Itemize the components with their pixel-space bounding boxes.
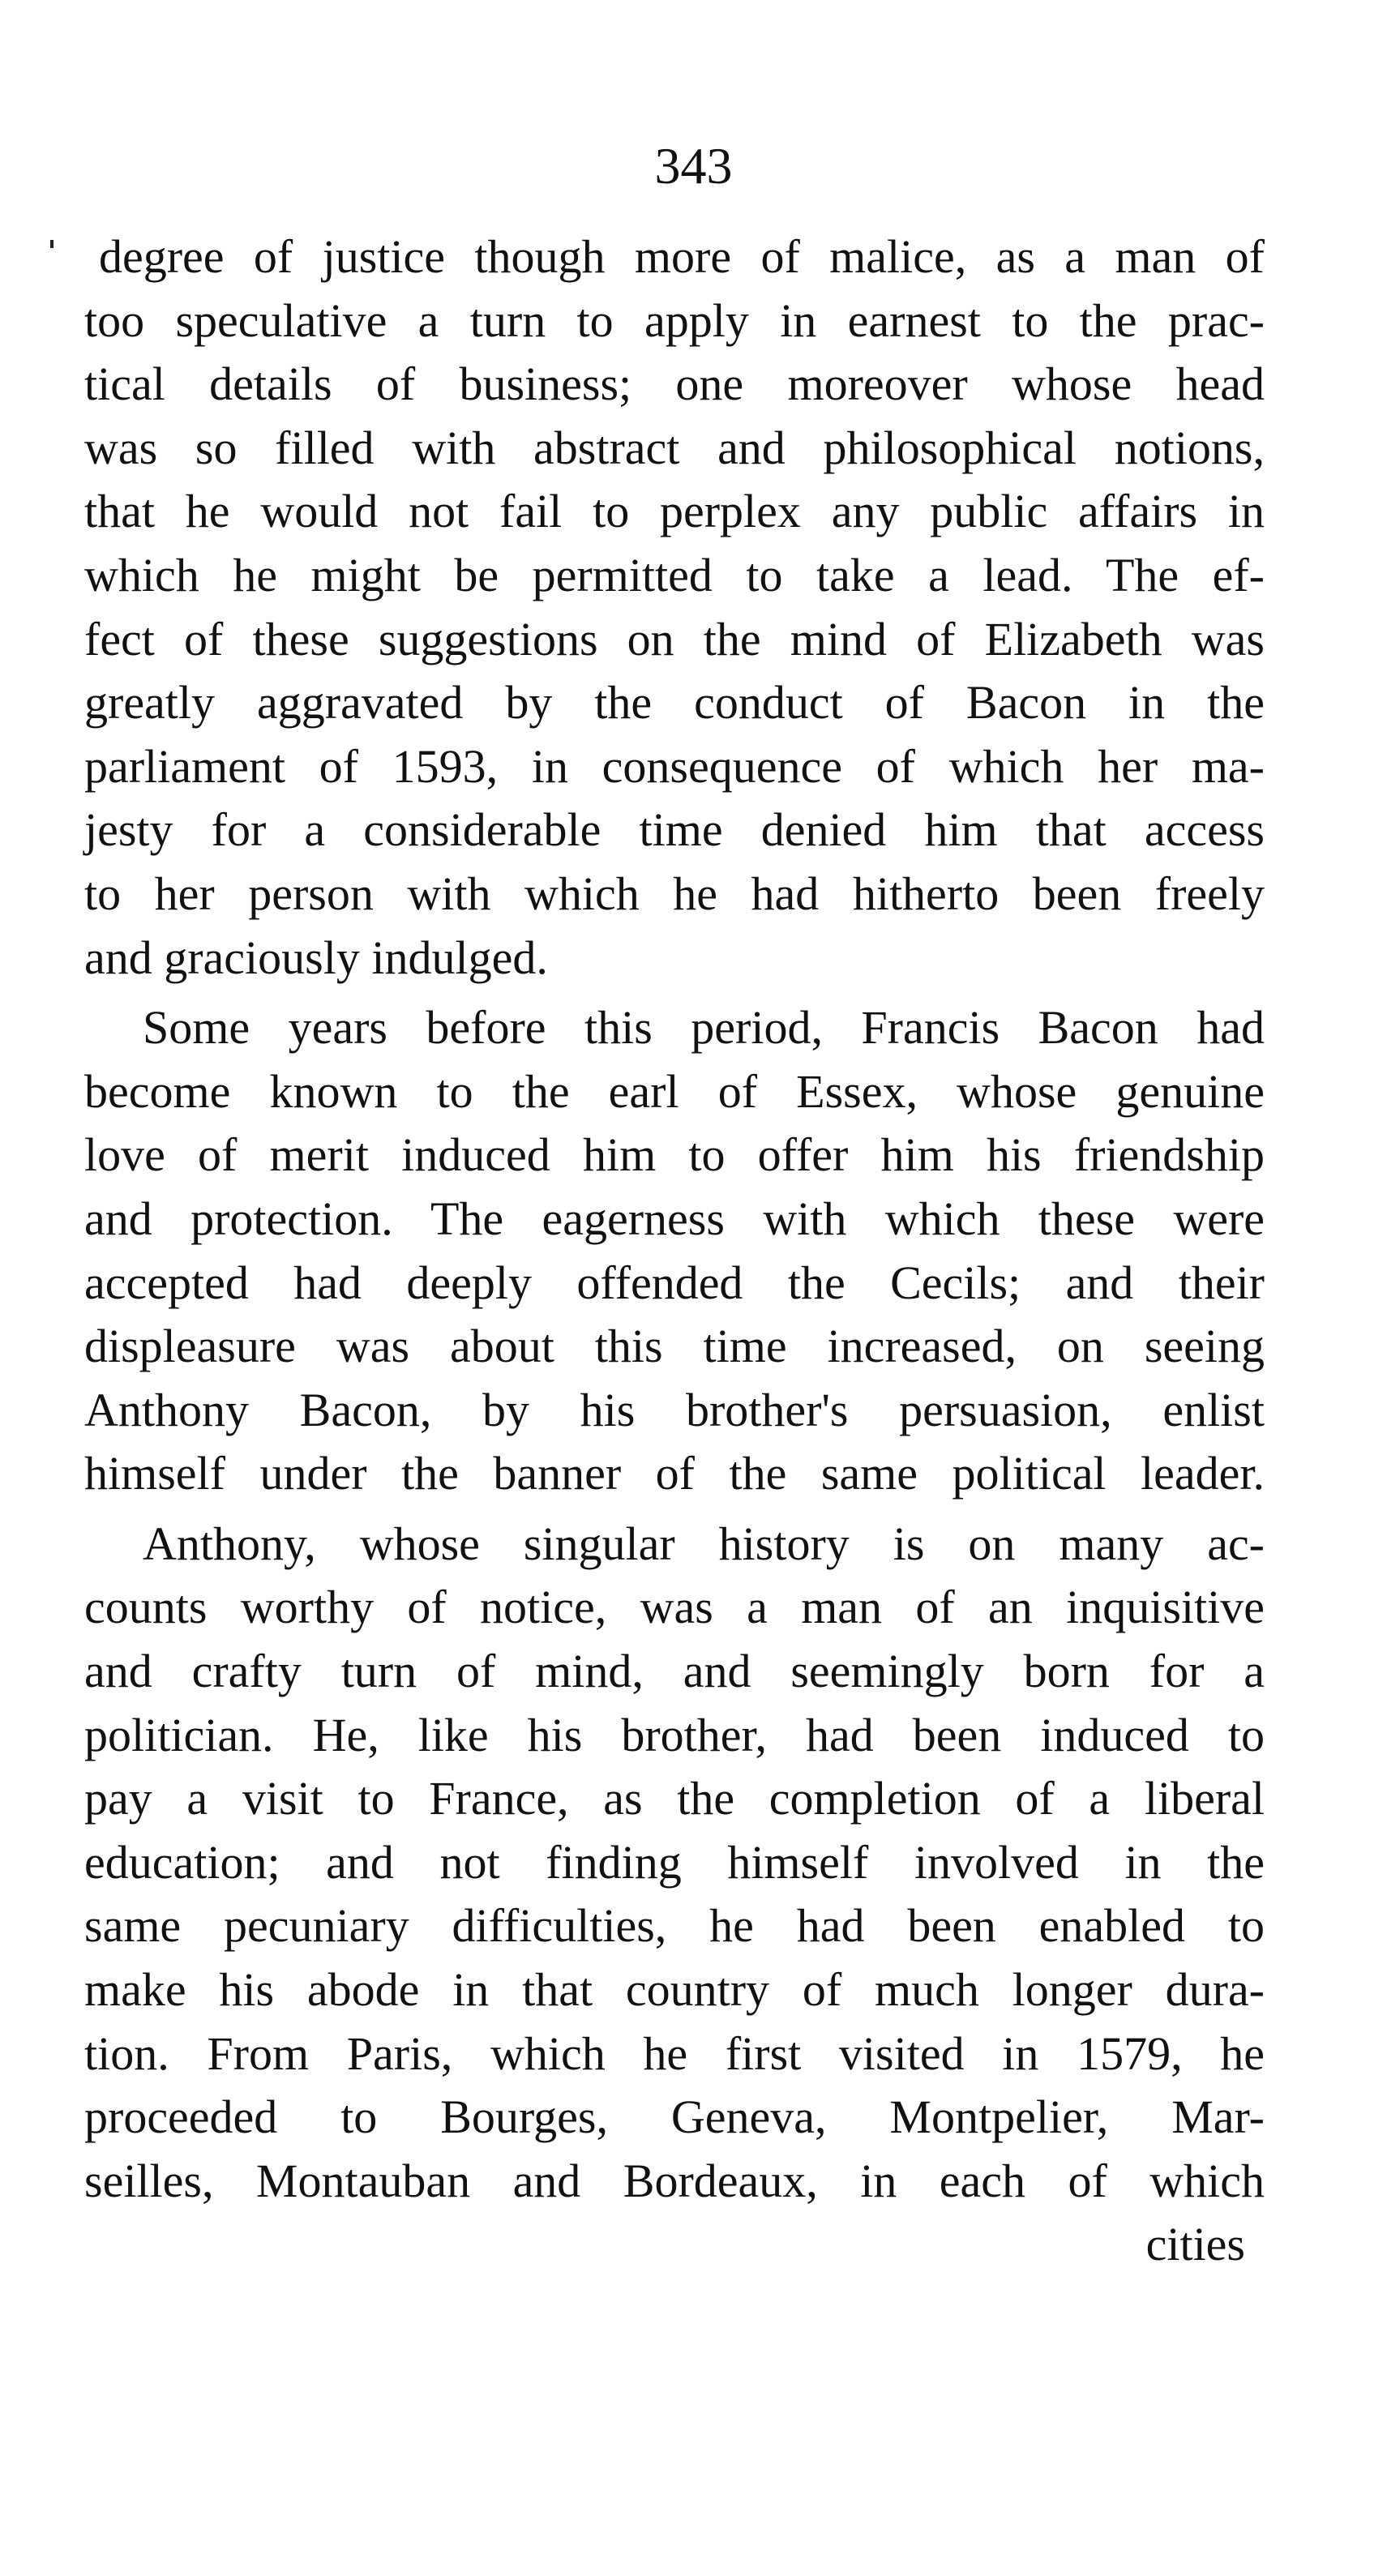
text-line: seilles, Montauban and Bordeaux, in each of which xyxy=(84,2154,1265,2207)
text-line: which he might be permitted to take a lead. The ef- xyxy=(84,548,1265,601)
catchword: cities xyxy=(1145,2218,1245,2271)
text-line: was so filled with abstract and philosophical notions, xyxy=(84,421,1265,474)
text-line: Anthony, whose singular history is on many ac- xyxy=(143,1517,1265,1570)
text-line: to her person with which he had hitherto been freely xyxy=(84,867,1265,920)
text-line: politician. He, like his brother, had been induced to xyxy=(84,1708,1265,1761)
text-line: pay a visit to France, as the completion of a liberal xyxy=(84,1772,1265,1825)
text-line: proceeded to Bourges, Geneva, Montpelier, Mar- xyxy=(84,2090,1265,2144)
text-line: same pecuniary difficulties, he had been enabled to xyxy=(84,1899,1265,1953)
text-line: counts worthy of notice, was a man of an inquisitive xyxy=(84,1581,1265,1634)
paragraph xyxy=(84,225,1265,990)
text-line: himself under the banner of the same political leader. xyxy=(84,1447,1265,1500)
text-line: that he would not fail to perplex any public affairs in xyxy=(84,485,1265,538)
text-line: displeasure was about this time increased, on seeing xyxy=(84,1320,1265,1373)
text-line: Some years before this period, Francis Bacon had xyxy=(143,1001,1265,1055)
text-line: education; and not finding himself involved in the xyxy=(84,1835,1265,1889)
text-line: degree of justice though more of malice, as a man of xyxy=(99,230,1265,283)
text-line: parliament of 1593, in consequence of which her ma- xyxy=(84,739,1265,793)
text-line: tion. From Paris, which he first visited in 1579, he xyxy=(84,2026,1265,2080)
text-line: Anthony Bacon, by his brother's persuasion, enlist xyxy=(84,1383,1265,1436)
text-line: jesty for a considerable time denied him that access xyxy=(84,803,1265,857)
text-line: love of merit induced him to offer him his friendship xyxy=(84,1128,1265,1182)
text-line: too speculative a turn to apply in earnest to the prac- xyxy=(84,293,1265,347)
text-line: tical details of business; one moreover whose head xyxy=(84,357,1265,411)
body-text xyxy=(84,225,1265,2277)
page-number: 343 xyxy=(654,137,733,195)
text-line: accepted had deeply offended the Cecils; and their xyxy=(84,1256,1265,1309)
paragraph xyxy=(84,1513,1265,2214)
text-line: greatly aggravated by the conduct of Bacon in the xyxy=(84,676,1265,730)
text-line: and graciously indulged. xyxy=(84,931,548,984)
paragraph xyxy=(84,996,1265,1506)
text-line: and crafty turn of mind, and seemingly born for a xyxy=(84,1645,1265,1698)
text-line: fect of these suggestions on the mind of Elizabeth was xyxy=(84,612,1265,665)
text-line: become known to the earl of Essex, whose genuine xyxy=(84,1064,1265,1118)
text-line: and protection. The eagerness with which these were xyxy=(84,1192,1265,1245)
margin-mark xyxy=(50,240,54,248)
text-line: make his abode in that country of much longer dura- xyxy=(84,1963,1265,2017)
